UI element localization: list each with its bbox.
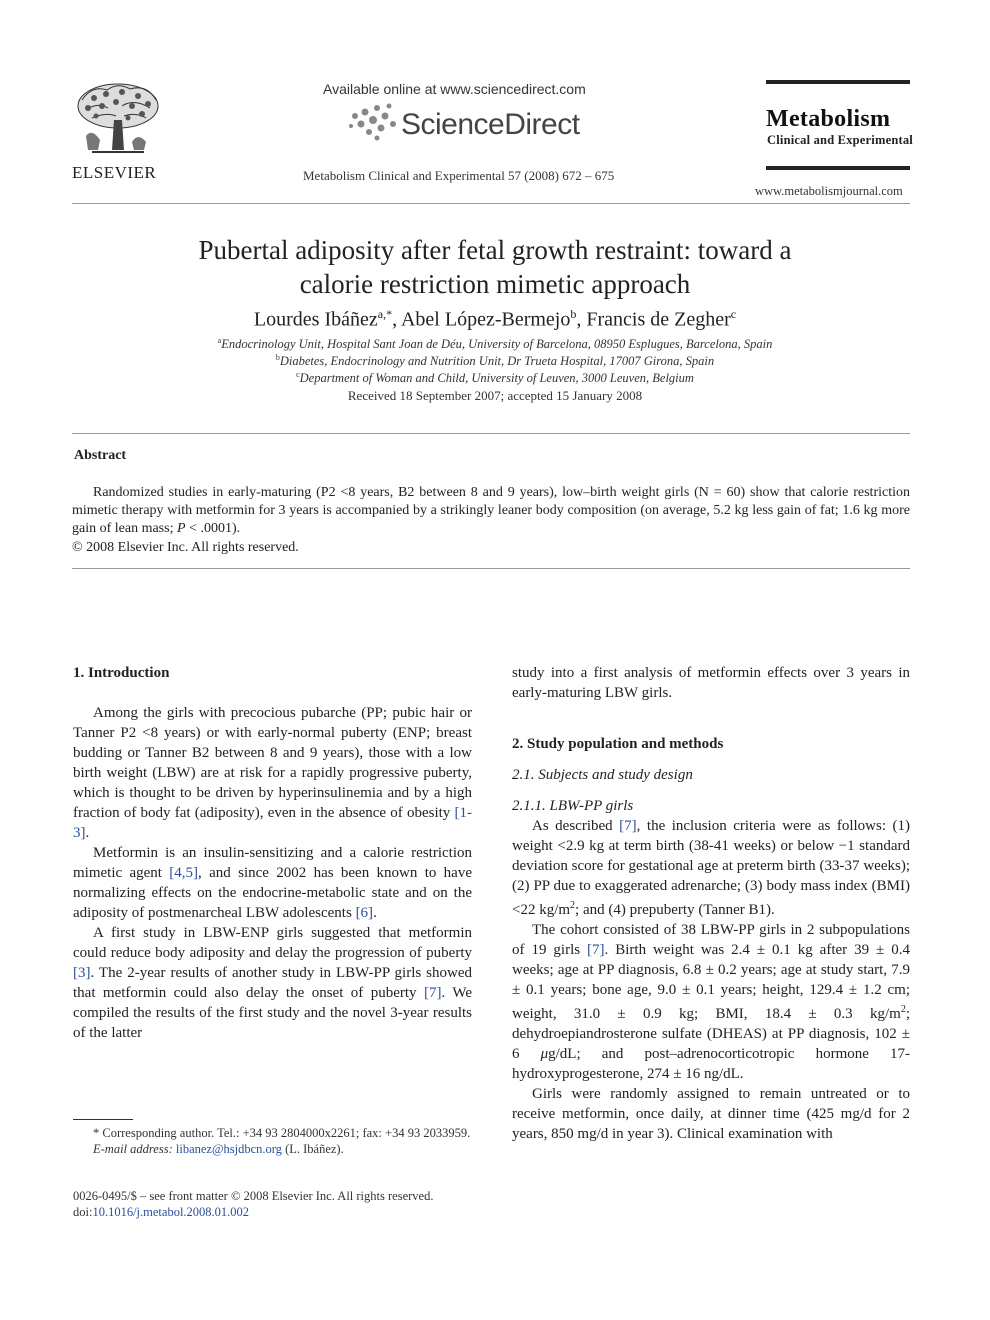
received-dates: Received 18 September 2007; accepted 15 January 2008 — [347, 388, 643, 403]
right-column — [512, 663, 910, 1144]
intro-paragraph-1: Among the girls with precocious pubarche (PP; pubic hair or Tanner P2 <8 years) or with early-normal puberty (ENP; breast budding or Tanner B2 between 8 and 9 years), those with a low birth weight (LBW) are at risk for a rapidly progressive puberty, which is thought to be driven by hyperinsulinemia and by a high fraction of body fat (adiposity), even in the absence of obesity [1-3]. — [73, 705, 472, 841]
affiliation-b: $^b$Diabetes, Endocrinology and Nutrition Unit, Dr Trueta Hospital, 17007 Girona, Spain — [275, 353, 715, 369]
citation-link[interactable]: [3] — [73, 965, 91, 981]
citation-link[interactable]: [7] — [587, 942, 605, 958]
elsevier-logo — [72, 80, 164, 160]
corresponding-author-note: * Corresponding author. Tel.: +34 93 2804000x2261; fax: +34 93 2033959. — [93, 1126, 471, 1140]
citation-link[interactable]: [6] — [355, 905, 374, 921]
author-2[interactable]: Abel López-Bermejo — [400, 308, 571, 331]
intro-paragraph-2: Metformin is an insulin-sensitizing and a calorie restriction mimetic agent [4,5], and since 2002 has been known to have normalizing effects on the endocrine-metabolic state and on the adiposity of postmenarcheal LBW adolescents [6]. — [73, 845, 473, 921]
sciencedirect-wordmark: ScienceDirect — [401, 108, 580, 141]
sciencedirect-logo — [347, 102, 587, 146]
abstract-copyright: © 2008 Elsevier Inc. All rights reserved. — [72, 540, 299, 555]
section-heading-methods: 2. Study population and methods — [512, 736, 724, 752]
subsection-heading-2-1-1: 2.1.1. LBW-PP girls — [512, 798, 634, 814]
left-column — [73, 663, 472, 1043]
available-online: Available online at www.sciencedirect.com — [323, 81, 586, 97]
affiliation-a: $^a$Endocrinology Unit, Hospital Sant Joan de Déu, University of Barcelona, 08950 Esplugues, Barcelona, Spain — [217, 336, 773, 352]
journal-url[interactable]: www.metabolismjournal.com — [755, 184, 903, 198]
author-list: Lourdes Ibáñez$^{a,*}$, Abel López-Bermejo$^b$, Francis de Zegher$^c$ — [253, 307, 737, 331]
footnote-rule — [73, 1119, 133, 1120]
affiliation-c: $^c$Department of Woman and Child, University of Leuven, 3000 Leuven, Belgium — [296, 370, 694, 386]
abstract-top-rule — [72, 433, 910, 434]
journal-bottom-rule — [766, 166, 910, 170]
methods-paragraph-3: Girls were randomly assigned to remain untreated or to receive metformin, once daily, at dinner time (425 mg/d for 2 years, 850 mg/d in year 3). Clinical examination with — [512, 1086, 910, 1142]
issn-line: 0026-0495/$ – see front matter © 2008 Elsevier Inc. All rights reserved. — [73, 1189, 434, 1203]
elsevier-tree-icon — [72, 80, 164, 160]
author-3[interactable]: Francis de Zegher — [586, 308, 731, 331]
email-link[interactable]: libanez@hsjdbcn.org — [175, 1142, 282, 1156]
sciencedirect-dots-icon — [347, 102, 399, 142]
intro-continuation: study into a first analysis of metformin effects over 3 years in early-maturing LBW girls. — [512, 665, 910, 701]
front-matter — [73, 1188, 493, 1220]
citation-link[interactable]: [1-3] — [73, 805, 472, 841]
abstract-text: Randomized studies in early-maturing (P2 <8 years, B2 between 8 and 9 years), low–birth weight girls (N = 60) show that calorie restriction mimetic therapy with metformin for 3 years is accompanied by a strikingly leaner body composition (on average, 5.2 kg less gain of fat; 1.6 kg more gain of lean mass; P < .0001). — [72, 485, 910, 536]
journal-citation: Metabolism Clinical and Experimental 57 (2008) 672 – 675 — [303, 168, 615, 183]
citation-link[interactable]: [4,5] — [169, 865, 199, 881]
journal-subtitle: Clinical and Experimental — [767, 133, 913, 147]
section-heading-introduction: 1. Introduction — [73, 665, 170, 681]
footnotes — [73, 1125, 472, 1157]
doi-link[interactable]: 10.1016/j.metabol.2008.01.002 — [92, 1205, 250, 1219]
abstract-heading: Abstract — [74, 448, 127, 463]
doi-line: doi:10.1016/j.metabol.2008.01.002 — [73, 1205, 250, 1219]
abstract-bottom-rule — [72, 568, 910, 569]
intro-paragraph-3: A first study in LBW-ENP girls suggested that metformin could reduce body adiposity and delay the progression of puberty [3]. The 2-year results of another study in LBW-PP girls showed that metformin could also delay the onset of puberty [7]. We compiled the results of the first study and the novel 3-year results of the latter — [73, 925, 472, 1041]
citation-link[interactable]: [7] — [423, 985, 442, 1001]
publisher-name: ELSEVIER — [72, 163, 157, 182]
subsection-heading-2-1: 2.1. Subjects and study design — [512, 767, 693, 783]
email-note: E-mail address: libanez@hsjdbcn.org (L. Ibáñez). — [93, 1142, 344, 1156]
citation-link[interactable]: [7] — [619, 818, 637, 834]
journal-title: Metabolism — [766, 106, 891, 132]
header-divider — [72, 203, 910, 204]
methods-paragraph-1: As described [7], the inclusion criteria were as follows: (1) weight <2.9 kg at term birth (38-41 weeks) or below −1 standard deviation score for gestational age at preterm birth (33-37 weeks); (2) PP due to exaggerated adrenarche; (3) body mass index (BMI) <22 $kg/m^2$; and (4) prepuberty (Tanner B1). — [512, 818, 910, 918]
article-title: Pubertal adiposity after fetal growth restraint: toward a calorie restriction mimetic approach — [198, 235, 792, 299]
journal-top-rule — [766, 80, 910, 84]
methods-paragraph-2: The cohort consisted of 38 LBW-PP girls in 2 subpopulations of 19 girls [7]. Birth weight was 2.4 ± 0.1 kg after 39 ± 0.4 weeks; age at PP diagnosis, 6.8 ± 0.2 years; age at study start, 7.9 ± 0.1 years; bone age, 9.0 ± 0.1 years; height, 129.4 ± 1.2 cm; weight, 31.0 ± 0.9 kg; BMI, 18.4 ± 0.3 $kg/m^2$; dehydroepiandrosterone sulfate (DHEAS) at PP diagnosis, 102 ± 6 μg/dL; and post–adrenocorticotropic hormone 17-hydroxyprogesterone, 274 ± 16 ng/dL. — [512, 922, 910, 1082]
author-1[interactable]: Lourdes Ibáñez — [253, 308, 378, 331]
